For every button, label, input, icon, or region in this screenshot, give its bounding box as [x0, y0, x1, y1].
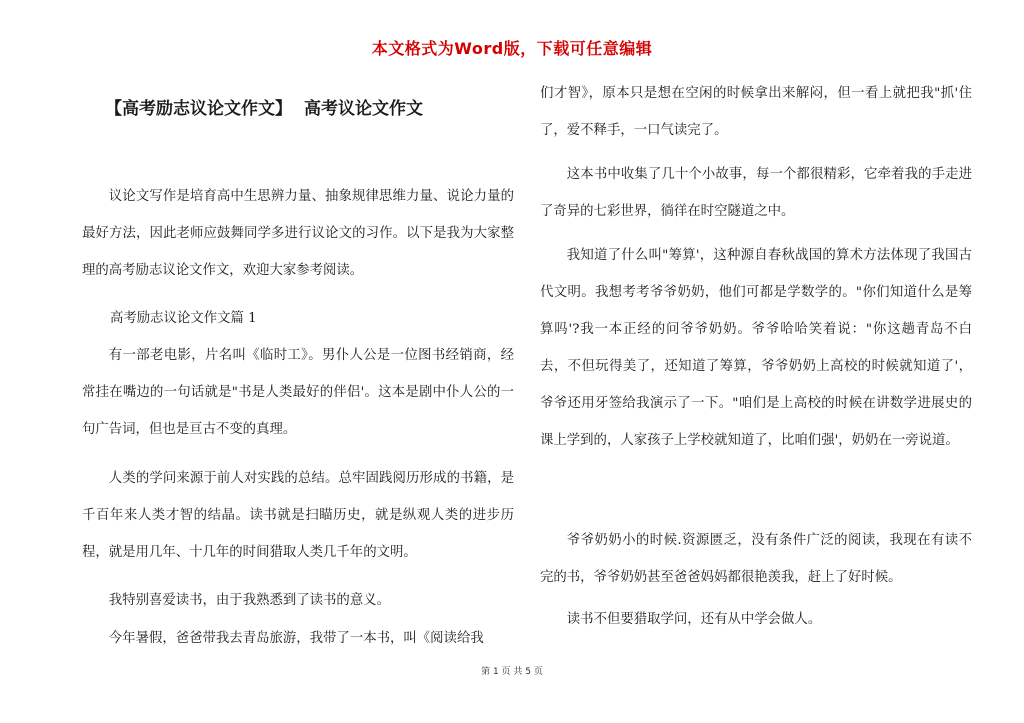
- body-paragraph: 今年暑假，爸爸带我去青岛旅游，我带了一本书，叫《阅读给我: [108, 631, 484, 646]
- body-paragraph: 我知道了什么叫"筹算'，这种源自春秋战国的算术方法体现了我国古代文明。我想考考爷爷奶奶，他们可都是学数学的。"你们知道什么是筹算吗'?我一本正经的问爷爷奶奶。爷爷哈哈笑着说："你这趟青岛不白去，不但玩得美了，还知道了筹算，爷爷奶奶上高校的时候就知道了'，爷爷还用牙签给我演示了一下。"咱们是上高校的时候在讲数学进展史的课上学到的，人家孩子上学校就知道了，比咱们强'，奶奶在一旁说道。: [540, 248, 972, 448]
- word-edit-banner: 本文格式为Word版，下载可任意编辑: [371, 39, 653, 58]
- body-paragraph: 爷爷奶奶小的时候.资源匮乏，没有条件广泛的阅读，我现在有读不完的书，爷爷奶奶甚至爸爸妈妈都很艳羡我，赶上了好时候。: [540, 533, 972, 585]
- title-main: 【高考励志议论文作文】: [105, 99, 292, 119]
- body-paragraph: 读书不但要猎取学问，还有从中学会做人。: [566, 612, 822, 627]
- body-paragraph: 我特别喜爱读书，由于我熟悉到了读书的意义。: [108, 593, 390, 608]
- body-paragraph: 有一部老电影，片名叫《临时工》。男仆人公是一位图书经销商，经常挂在嘴边的一句话就是"书是人类最好的伴侣'。这本是剧中仆人公的一句广告词，但也是亘古不变的真理。: [82, 348, 514, 437]
- section-heading: 高考励志议论文作文篇 1: [110, 311, 257, 326]
- body-paragraph: 人类的学问来源于前人对实践的总结。总牢固践阅历形成的书籍，是千百年来人类才智的结晶。读书就是扫瞄历史，就是纵观人类的进步历程，就是用几年、十几年的时间猎取人类几千年的文明。: [82, 471, 514, 560]
- body-paragraph: 们才智》，原本只是想在空闲的时候拿出来解闷，但一看上就把我"抓'住了，爱不释手，一口气读完了。: [540, 86, 972, 138]
- title-sub: 高考议论文作文: [304, 99, 423, 119]
- document-title: [105, 94, 423, 119]
- body-paragraph: 这本书中收集了几十个小故事，每一个都很精彩，它牵着我的手走进了奇异的七彩世界，徜徉在时空隧道之中。: [540, 167, 972, 219]
- page-number: 第 1 页 共 5 页: [481, 667, 543, 677]
- intro-paragraph: 议论文写作是培育高中生思辨力量、抽象规律思维力量、说论力量的最好方法，因此老师应鼓舞同学多进行议论文的习作。以下是我为大家整理的高考励志议论文作文，欢迎大家参考阅读。: [82, 189, 514, 278]
